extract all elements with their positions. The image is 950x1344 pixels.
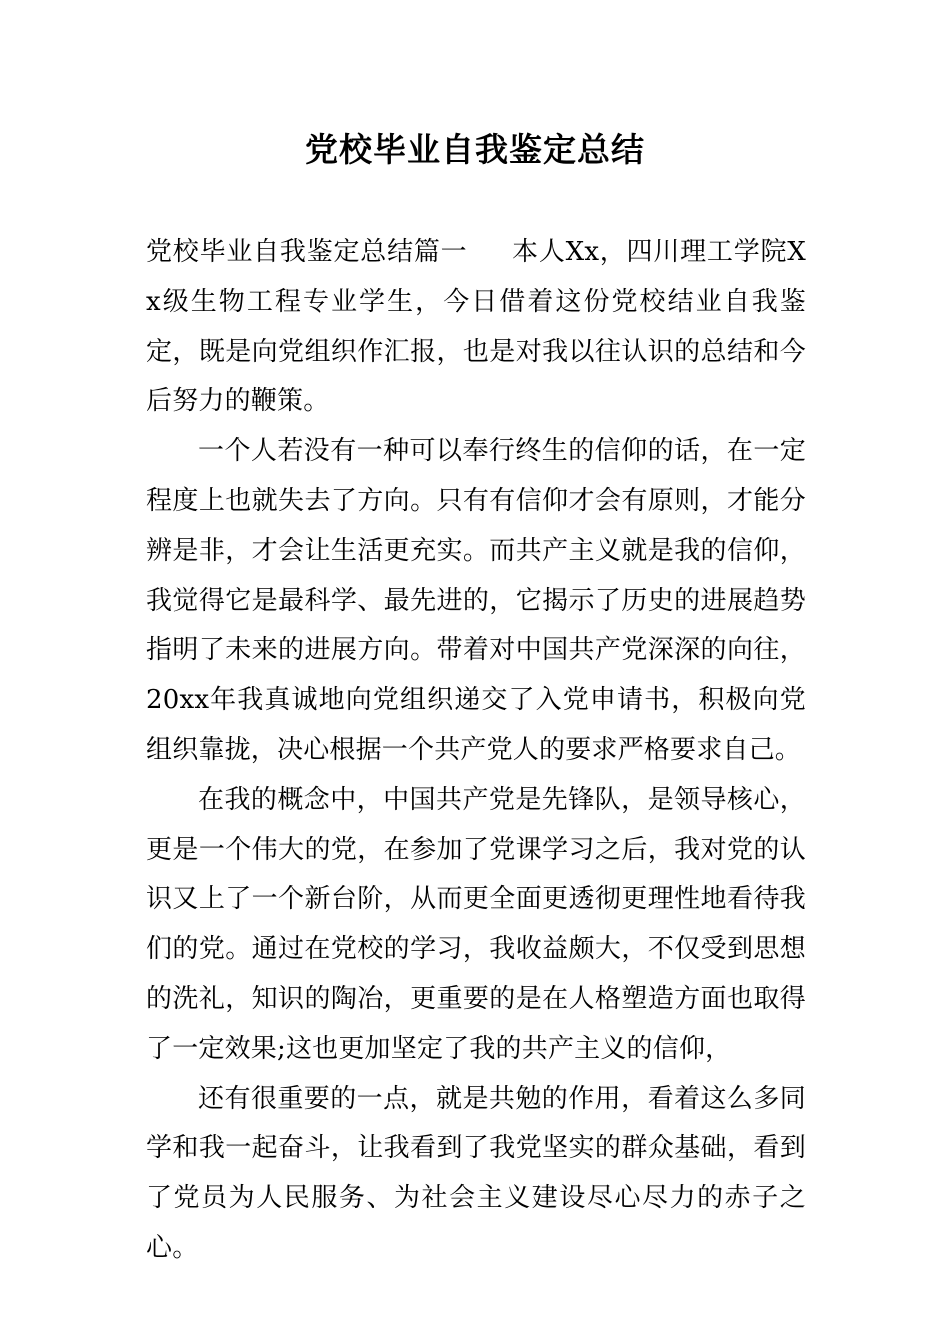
paragraph-mutual-encouragement: 还有很重要的一点，就是共勉的作用，看着这么多同学和我一起奋斗，让我看到了我党坚实的群众基础，看到了党员为人民服务、为社会主义建设尽心尽力的赤子之心。 [146, 1083, 806, 1263]
document-title: 党校毕业自我鉴定总结 [305, 130, 645, 169]
paragraph-intro [146, 228, 806, 427]
paragraph-intro-text: 本人Xx，四川理工学院Xx级生物工程专业学生，今日借着这份党校结业自我鉴定，既是向党组织作汇报，也是对我以往认识的总结和今后努力的鞭策。 [146, 237, 806, 417]
paragraph-party-concept: 在我的概念中，中国共产党是先锋队，是领导核心，更是一个伟大的党，在参加了党课学习之后，我对党的认识又上了一个新台阶，从而更全面更透彻更理性地看待我们的党。通过在党校的学习，我收益颇大，不仅受到思想的洗礼，知识的陶冶，更重要的是在人格塑造方面也取得了一定效果;这也更加坚定了我的共产主义的信仰， [146, 784, 806, 1064]
section-heading: 党校毕业自我鉴定总结篇一 [146, 237, 468, 267]
document-body [146, 228, 806, 1274]
paragraph-belief: 一个人若没有一种可以奉行终生的信仰的话，在一定程度上也就失去了方向。只有有信仰才会有原则，才能分辨是非，才会让生活更充实。而共产主义就是我的信仰，我觉得它是最科学、最先进的，它揭示了历史的进展趋势指明了未来的进展方向。带着对中国共产党深深的向往，20xx年我真诚地向党组织递交了入党申请书，积极向党组织靠拢，决心根据一个共产党人的要求严格要求自己。 [146, 436, 806, 765]
